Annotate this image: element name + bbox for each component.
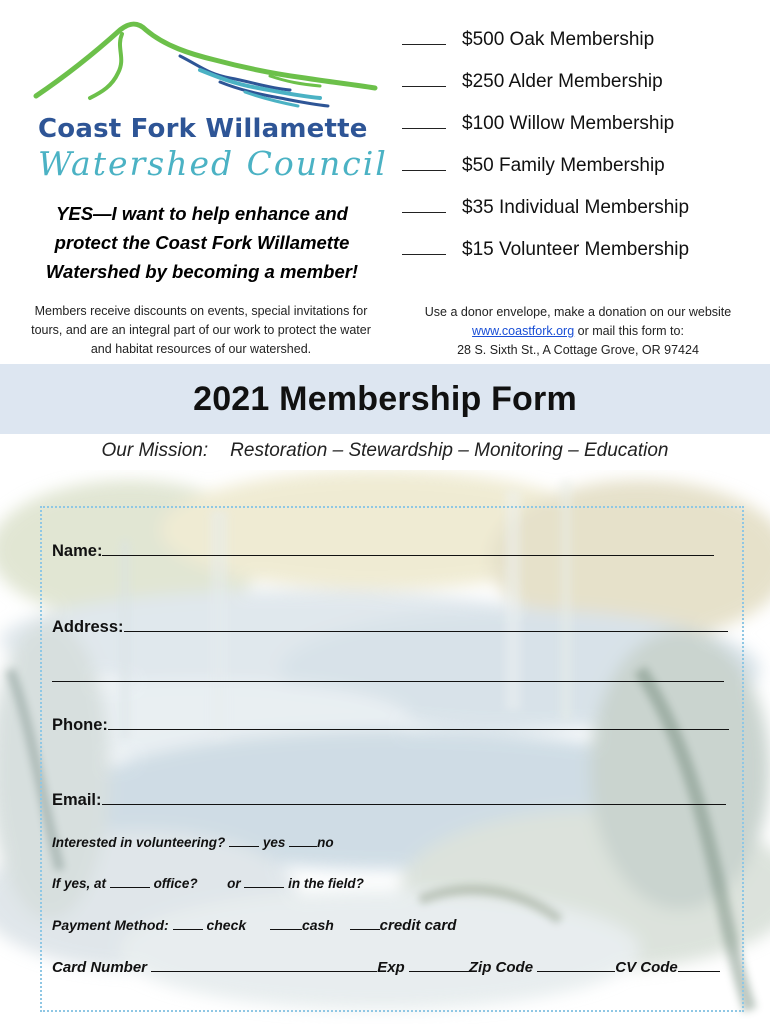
payment-method bbox=[52, 917, 456, 934]
join-headline: YES—I want to help enhance and protect the Coast Fork Willamette Watershed by becoming a member! bbox=[45, 203, 359, 282]
volunteer-yes-blank[interactable] bbox=[229, 835, 259, 847]
membership-label: $50 Family Membership bbox=[462, 155, 665, 176]
council-logo bbox=[30, 18, 388, 193]
email-input-line[interactable] bbox=[102, 790, 726, 805]
mission-text: Restoration – Stewardship – Monitoring – Education bbox=[230, 440, 669, 461]
name-label: Name: bbox=[52, 542, 103, 560]
checkbox-blank[interactable] bbox=[402, 154, 446, 171]
donor-info bbox=[392, 303, 764, 360]
cash-label: cash bbox=[301, 917, 334, 933]
membership-label: $250 Alder Membership bbox=[462, 71, 663, 92]
membership-option[interactable] bbox=[402, 196, 762, 238]
cash-blank[interactable] bbox=[270, 918, 302, 930]
phone-field[interactable] bbox=[52, 715, 729, 735]
email-label: Email: bbox=[52, 791, 102, 809]
volunteer-location bbox=[52, 876, 364, 891]
address-field[interactable] bbox=[52, 617, 728, 637]
address-input-line-2[interactable] bbox=[52, 667, 724, 682]
exp-blank[interactable] bbox=[409, 960, 469, 972]
logo-title: Coast Fork Willamette bbox=[38, 114, 368, 144]
name-field[interactable] bbox=[52, 541, 714, 561]
mailing-address: 28 S. Sixth St., A Cottage Grove, OR 97424 bbox=[457, 343, 699, 357]
title-band bbox=[0, 364, 770, 434]
zip-label: Zip Code bbox=[468, 959, 534, 976]
name-input-line[interactable] bbox=[102, 541, 714, 556]
payment-label: Payment Method: bbox=[52, 917, 169, 933]
membership-option[interactable] bbox=[402, 28, 762, 70]
phone-label: Phone: bbox=[52, 716, 108, 734]
membership-option[interactable] bbox=[402, 112, 762, 154]
check-label: check bbox=[206, 917, 247, 933]
card-number-label: Card Number bbox=[52, 959, 148, 976]
volunteer-no-blank[interactable] bbox=[289, 835, 317, 847]
volunteer-q-label: Interested in volunteering? bbox=[52, 835, 226, 850]
credit-label: credit card bbox=[379, 917, 457, 934]
checkbox-blank[interactable] bbox=[402, 238, 446, 255]
office-label: office? bbox=[153, 876, 198, 891]
membership-label: $100 Willow Membership bbox=[462, 113, 675, 134]
members-note: Members receive discounts on events, special invitations for tours, and are an integral part of our work to protect the water and habitat resources of our watershed. bbox=[31, 304, 371, 356]
checkbox-blank[interactable] bbox=[402, 196, 446, 213]
email-field[interactable] bbox=[52, 790, 726, 810]
logo-subtitle: Watershed Council bbox=[38, 144, 388, 183]
field-label: in the field? bbox=[288, 876, 364, 891]
mountain-river-icon bbox=[30, 18, 380, 118]
mission-label: Our Mission: bbox=[101, 440, 209, 461]
page-title: 2021 Membership Form bbox=[193, 379, 577, 418]
checkbox-blank[interactable] bbox=[402, 112, 446, 129]
membership-option[interactable] bbox=[402, 70, 762, 112]
exp-label: Exp bbox=[377, 959, 405, 976]
cv-label: CV Code bbox=[615, 959, 678, 976]
mission-statement bbox=[0, 440, 770, 462]
website-link[interactable]: www.coastfork.org bbox=[472, 324, 575, 338]
membership-option[interactable] bbox=[402, 154, 762, 196]
form-frame bbox=[40, 506, 744, 1012]
phone-input-line[interactable] bbox=[108, 715, 729, 730]
address-input-line[interactable] bbox=[124, 617, 728, 632]
volunteer-yes: yes bbox=[262, 835, 286, 850]
credit-blank[interactable] bbox=[350, 918, 380, 930]
membership-label: $500 Oak Membership bbox=[462, 29, 655, 50]
card-details bbox=[52, 959, 720, 976]
or-label: or bbox=[227, 876, 241, 891]
membership-label: $15 Volunteer Membership bbox=[462, 239, 690, 260]
ifyes-label: If yes, at bbox=[52, 876, 107, 891]
membership-option[interactable] bbox=[402, 238, 762, 280]
card-number-blank[interactable] bbox=[151, 960, 377, 972]
office-blank[interactable] bbox=[110, 876, 150, 888]
volunteer-no: no bbox=[317, 835, 334, 850]
field-blank[interactable] bbox=[244, 876, 284, 888]
address-line-2[interactable] bbox=[52, 667, 724, 687]
donor-text-after: or mail this form to: bbox=[577, 324, 684, 338]
membership-label: $35 Individual Membership bbox=[462, 197, 690, 218]
cv-blank[interactable] bbox=[678, 960, 720, 972]
volunteer-question bbox=[52, 835, 334, 850]
membership-options bbox=[402, 28, 762, 280]
check-blank[interactable] bbox=[173, 918, 203, 930]
donor-text-before: Use a donor envelope, make a donation on our website bbox=[424, 305, 732, 319]
checkbox-blank[interactable] bbox=[402, 28, 446, 45]
address-label: Address: bbox=[52, 618, 124, 636]
zip-blank[interactable] bbox=[537, 960, 615, 972]
checkbox-blank[interactable] bbox=[402, 70, 446, 87]
